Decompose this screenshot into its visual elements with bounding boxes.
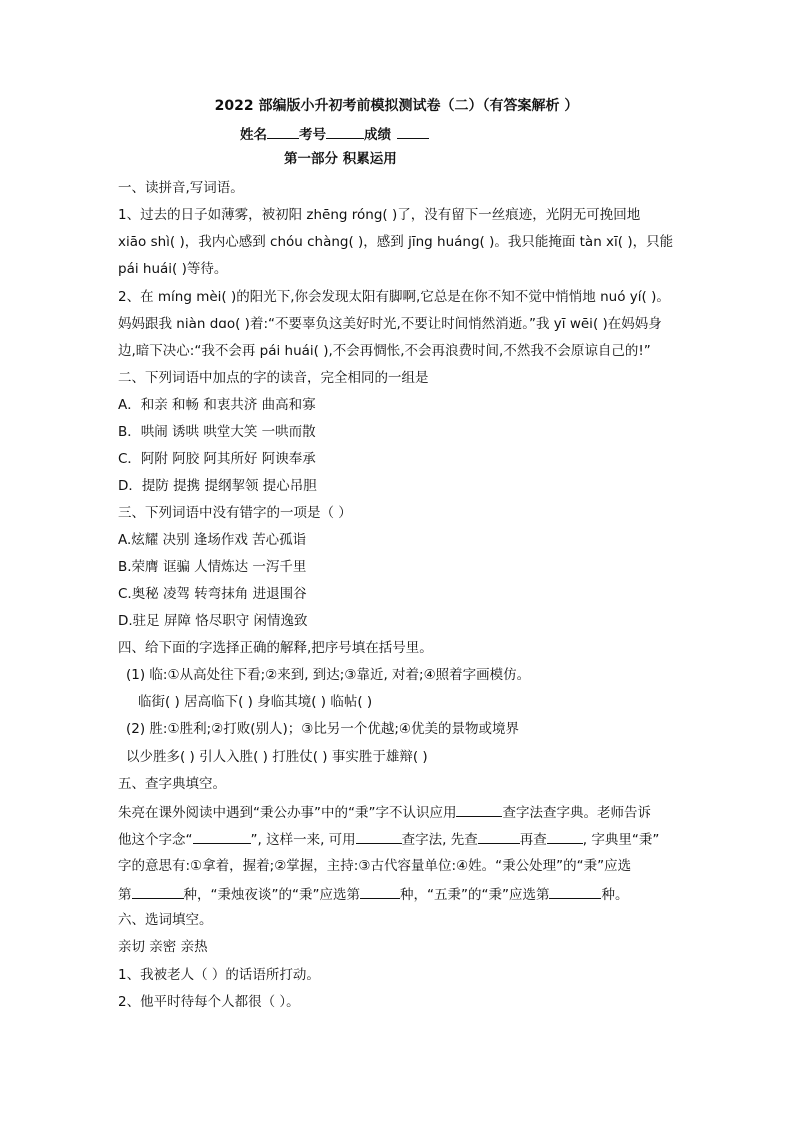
section6-word-bank: 亲切 亲密 亲热 (118, 939, 208, 955)
section4-q1: (1) 临:①从高处往下看;②来到, 到达;③靠近, 对着;④照着字画模仿。 (126, 667, 531, 683)
name-label: 姓名 (240, 127, 267, 143)
section6-q2: 2、他平时待每个人都很（ ）。 (118, 994, 300, 1010)
blank-strokes (547, 829, 583, 844)
section3-option-a: A.炫耀 决别 逢场作戏 苦心孤诣 (118, 532, 307, 548)
score-blank (397, 124, 429, 139)
blank-lookup-method (456, 802, 502, 817)
section6-heading: 六、选词填空。 (118, 912, 213, 928)
section5-line3: 字的意思有:①拿着，握着;②掌握，主持:③古代容量单位:④姓。“秉公处理”的“秉”应选 (118, 858, 632, 874)
section3-heading: 三、下列词语中没有错字的一项是（ ） (118, 505, 352, 521)
section1-q1-line2: xiāo shì( )，我内心感到 chóu chàng( )，感到 jīng huáng( )。我只能掩面 tàn xī( )，只能 (118, 234, 674, 250)
section4-heading: 四、给下面的字选择正确的解释,把序号填在括号里。 (118, 640, 433, 656)
section4-q2: (2) 胜:①胜利;②打败(别人)；③比另一个优越;④优美的景物或境界 (126, 721, 520, 737)
section5-line2-text4: 再查 (519, 832, 547, 848)
section1-q1-line1: 1、过去的日子如薄雾，被初阳 zhēng róng( )了，没有留下一丝痕迹，光阴无可挽回地 (118, 207, 641, 223)
section5-heading: 五、查字典填空。 (118, 776, 226, 792)
blank-meaning1 (132, 884, 184, 899)
part-heading: 第一部分 积累运用 (284, 151, 397, 167)
blank-meaning3 (549, 884, 601, 899)
section1-q2-line2: 妈妈跟我 niàn dɑo( )着:“不要辜负这美好时光,不要让时间悄然消逝。”我 yī wēi( )在妈妈身 (118, 316, 662, 332)
blank-meaning2 (360, 884, 400, 899)
section5-line1 (118, 802, 651, 822)
section2-option-b: B．哄闹 诱哄 哄堂大笑 一哄而散 (118, 424, 316, 440)
section5-line2 (118, 829, 659, 849)
section2-option-d: D．提防 提携 提纲挈领 提心吊胆 (118, 478, 317, 494)
section5-line4-text2: 种，“秉烛夜谈”的“秉”应选第 (183, 887, 360, 903)
section3-option-d: D.驻足 屏障 恪尽职守 闲情逸致 (118, 613, 308, 629)
section5-line4 (118, 884, 628, 904)
section3-option-c: C.奥秘 凌驾 转弯抹角 进退围谷 (118, 586, 307, 602)
section3-option-b: B.荣膺 诓骗 人情炼达 一泻千里 (118, 559, 307, 575)
exam-no-blank (326, 124, 364, 139)
section4-q2-items: 以少胜多( ) 引人入胜( ) 打胜仗( ) 事实胜于雄辩( ) (126, 749, 428, 765)
section1-q2-line1: 2、在 míng mèi( )的阳光下,你会发现太阳有脚啊,它总是在你不知不觉中悄悄地 nuó yí( )。 (118, 289, 670, 305)
student-info-line (240, 124, 429, 144)
section1-q1-line3: pái huái( )等待。 (118, 261, 228, 277)
section5-line4-tail: 种。 (601, 887, 629, 903)
section5-line1-tail: 查字法查字典。老师告诉 (502, 805, 651, 821)
score-label: 成绩 (364, 127, 391, 143)
section5-line2-text: 他这个字念“ (118, 832, 193, 848)
section1-q2-line3: 边,暗下决心:“我不会再 pái huái( ),不会再惆怅,不会再浪费时间,不然我不会原谅自己的!” (118, 343, 651, 359)
section2-heading: 二、下列词语中加点的字的读音，完全相同的一组是 (118, 370, 429, 386)
blank-radical (478, 829, 520, 844)
section5-line1-text: 朱亮在课外阅读中遇到“秉公办事”中的“秉”字不认识应用 (118, 805, 457, 821)
name-blank (267, 124, 299, 139)
exam-no-label: 考号 (299, 127, 326, 143)
blank-method2 (356, 829, 402, 844)
section1-heading: 一、读拼音,写词语。 (118, 180, 244, 196)
page-title: 2022 部编版小升初考前模拟测试卷（二）（有答案解析 ） (214, 98, 579, 114)
section5-line4-text3: 种，“五秉”的“秉”应选第 (399, 887, 550, 903)
section2-option-a: A．和亲 和畅 和衷共济 曲高和寡 (118, 397, 316, 413)
section5-line2-text2: ”, 这样一来, 可用 (250, 832, 356, 848)
section5-line2-text3: 查字法, 先查 (401, 832, 478, 848)
section5-line4-text: 第 (118, 887, 132, 903)
blank-pronunciation (193, 829, 251, 844)
section5-line2-text5: , 字典里“秉” (582, 832, 660, 848)
section2-option-c: C．阿附 阿胶 阿其所好 阿谀奉承 (118, 451, 316, 467)
section6-q1: 1、我被老人（ ）的话语所打动。 (118, 967, 320, 983)
section4-q1-items: 临街( ) 居高临下( ) 身临其境( ) 临帖( ) (138, 694, 373, 710)
